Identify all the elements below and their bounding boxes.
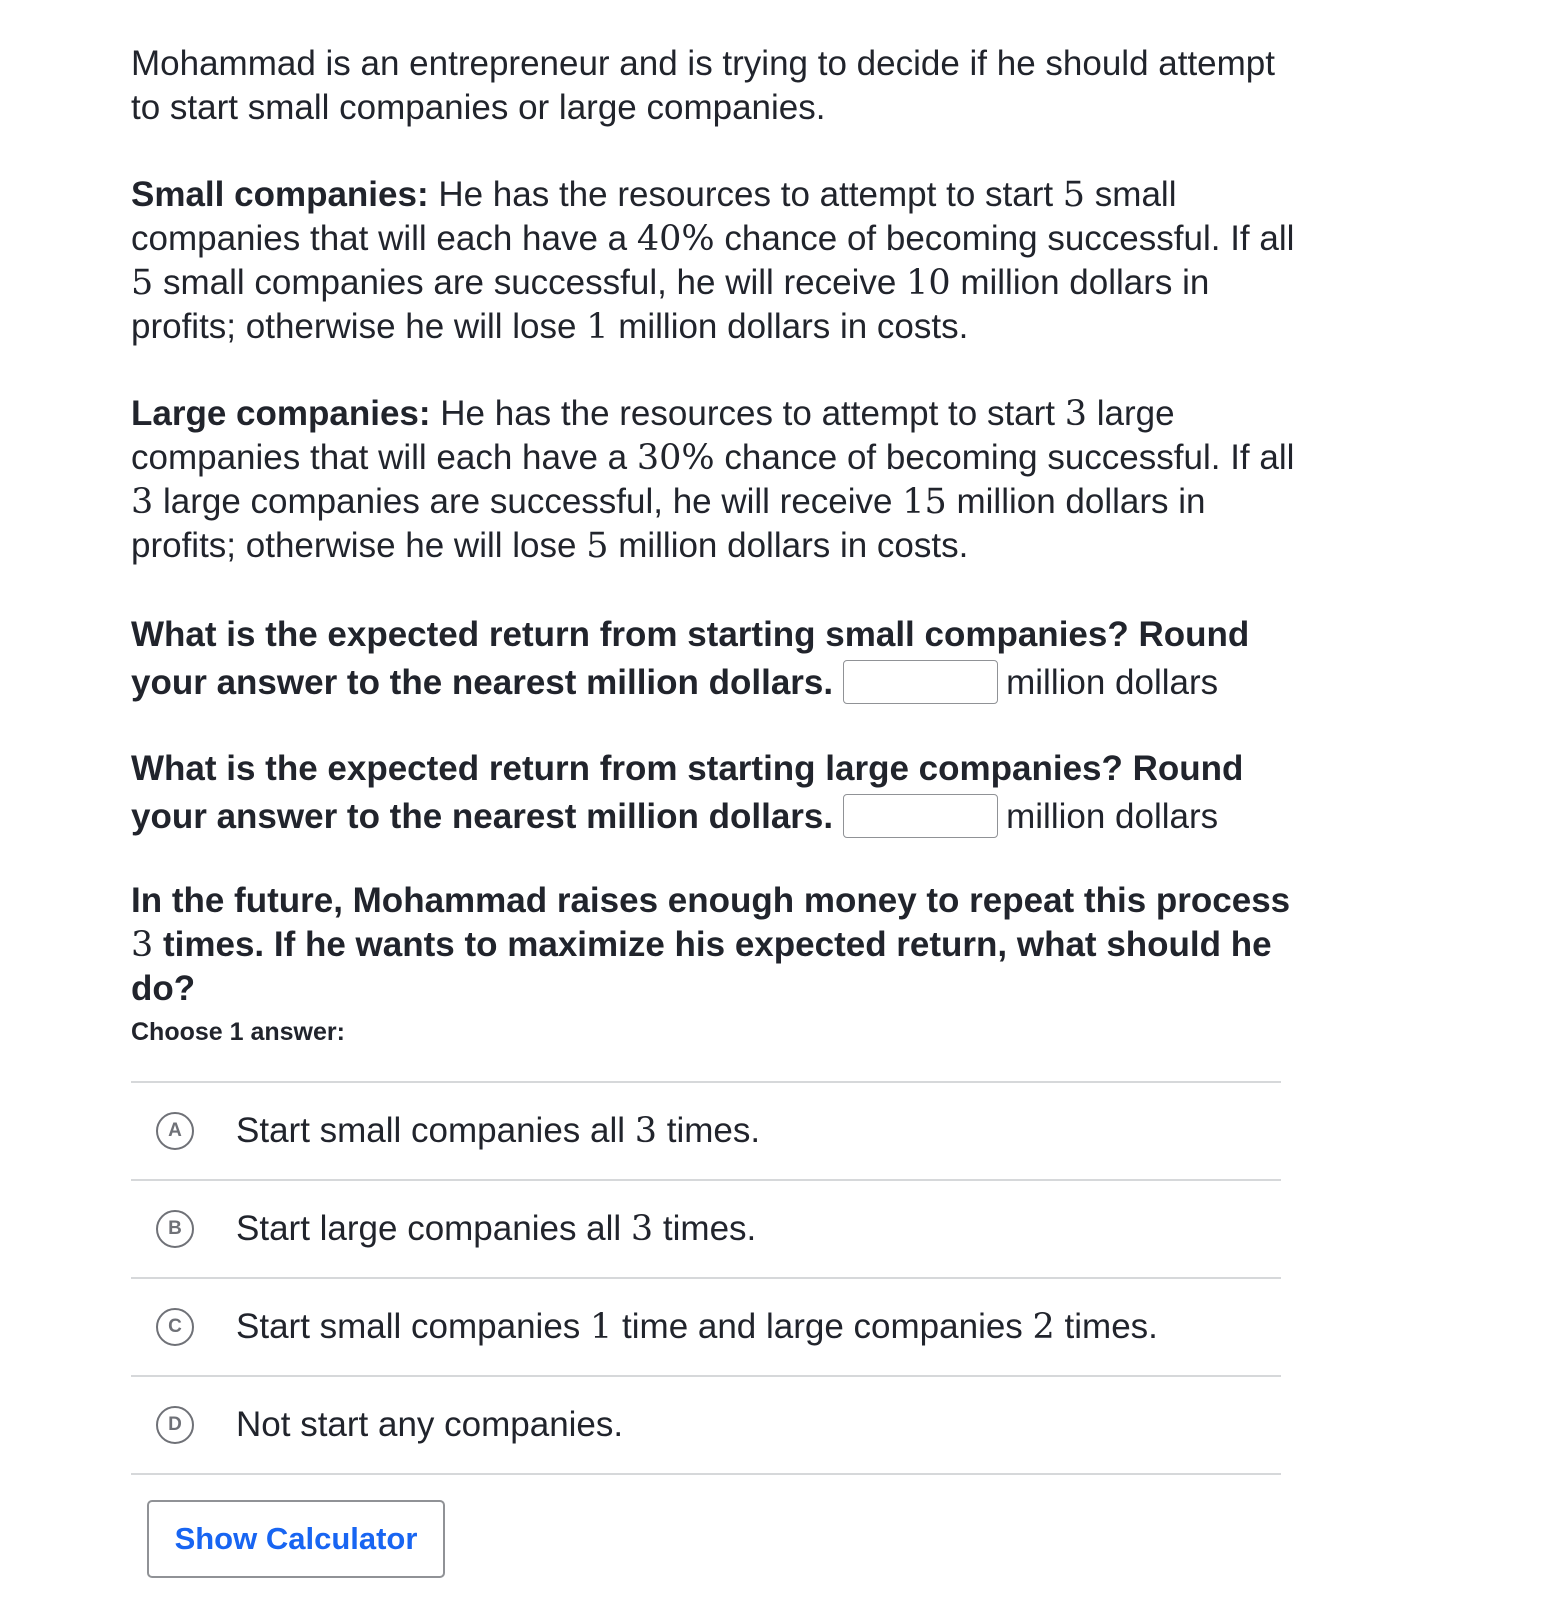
text-segment: times. <box>1054 1307 1158 1346</box>
small-companies-label: Small companies: <box>131 175 429 214</box>
small-companies-paragraph <box>131 173 1301 349</box>
radio-circle-c[interactable]: C <box>156 1308 194 1346</box>
show-calculator-button[interactable]: Show Calculator <box>147 1500 445 1578</box>
small-expected-return-input[interactable] <box>843 660 998 704</box>
small-success-chance: 40% <box>636 219 715 259</box>
text-segment: small companies that will each have a <box>131 175 1177 258</box>
question-text: In the future, Mohammad raises enough money to repeat this process <box>131 881 1291 920</box>
text-segment: He has the resources to attempt to start <box>428 175 1063 214</box>
radio-circle-d[interactable]: D <box>156 1406 194 1444</box>
large-loss: 5 <box>586 526 609 566</box>
radio-circle-a[interactable]: A <box>156 1112 194 1150</box>
question-text: What is the expected return from starting small companies? Round your answer to the nearest million dollars. <box>131 615 1250 702</box>
choice-a[interactable] <box>131 1083 1281 1181</box>
question-text: times. If he wants to maximize his expected return, what should he do? <box>131 925 1272 1008</box>
text-segment: small companies are successful, he will receive <box>153 263 907 302</box>
large-company-count-all: 3 <box>131 482 154 522</box>
question-text: What is the expected return from starting large companies? Round your answer to the nearest million dollars. <box>131 749 1244 836</box>
choose-instruction: Choose 1 answer: <box>131 1018 345 1046</box>
unit-label: million dollars <box>1006 663 1219 702</box>
choice-c-text <box>236 1305 1158 1349</box>
choice-b[interactable] <box>131 1181 1281 1279</box>
number: 1 <box>590 1307 613 1347</box>
unit-label: million dollars <box>1006 797 1219 836</box>
text-segment: million dollars in costs. <box>608 526 969 565</box>
question-small-expected-return <box>131 611 1301 707</box>
small-profit: 10 <box>906 263 951 303</box>
intro-paragraph: Mohammad is an entrepreneur and is trying to decide if he should attempt to start small companies or large companies. <box>131 44 1275 127</box>
large-companies-paragraph <box>131 392 1301 568</box>
choice-b-text <box>236 1207 756 1251</box>
small-company-count-all: 5 <box>131 263 154 303</box>
large-expected-return-input[interactable] <box>843 794 998 838</box>
answer-choices <box>131 1081 1281 1475</box>
text-segment: large companies are successful, he will receive <box>153 482 903 521</box>
exercise-content <box>131 42 1301 1556</box>
small-company-count: 5 <box>1062 175 1086 215</box>
number: 2 <box>1032 1307 1055 1347</box>
text-segment: million dollars in profits; otherwise he will lose <box>131 263 1210 346</box>
question-maximize-return <box>131 879 1301 1011</box>
text-segment: times. <box>653 1209 757 1248</box>
choice-a-text <box>236 1109 760 1153</box>
text-segment: large companies that will each have a <box>131 394 1175 477</box>
radio-circle-b[interactable]: B <box>156 1210 194 1248</box>
text-segment: million dollars in profits; otherwise he will lose <box>131 482 1206 565</box>
text-segment: He has the resources to attempt to start <box>430 394 1065 433</box>
large-companies-label: Large companies: <box>131 394 431 433</box>
choice-d[interactable] <box>131 1377 1281 1475</box>
large-profit: 15 <box>902 482 947 522</box>
text-segment: Start small companies all <box>236 1111 635 1150</box>
large-company-count: 3 <box>1064 394 1088 434</box>
question-large-expected-return <box>131 745 1301 841</box>
number: 3 <box>634 1111 658 1151</box>
text-segment: chance of becoming successful. If all <box>714 219 1295 258</box>
text-segment: times. <box>657 1111 761 1150</box>
text-segment: chance of becoming successful. If all <box>714 438 1295 477</box>
choice-c[interactable] <box>131 1279 1281 1377</box>
text-segment: Start large companies all <box>236 1209 631 1248</box>
large-success-chance: 30% <box>636 438 715 478</box>
text-segment: Start small companies <box>236 1307 591 1346</box>
choice-d-text: Not start any companies. <box>236 1405 624 1444</box>
number: 3 <box>630 1209 654 1249</box>
repeat-count: 3 <box>131 925 154 965</box>
text-segment: million dollars in costs. <box>608 307 969 346</box>
text-segment: time and large companies <box>612 1307 1033 1346</box>
small-loss: 1 <box>586 307 609 347</box>
